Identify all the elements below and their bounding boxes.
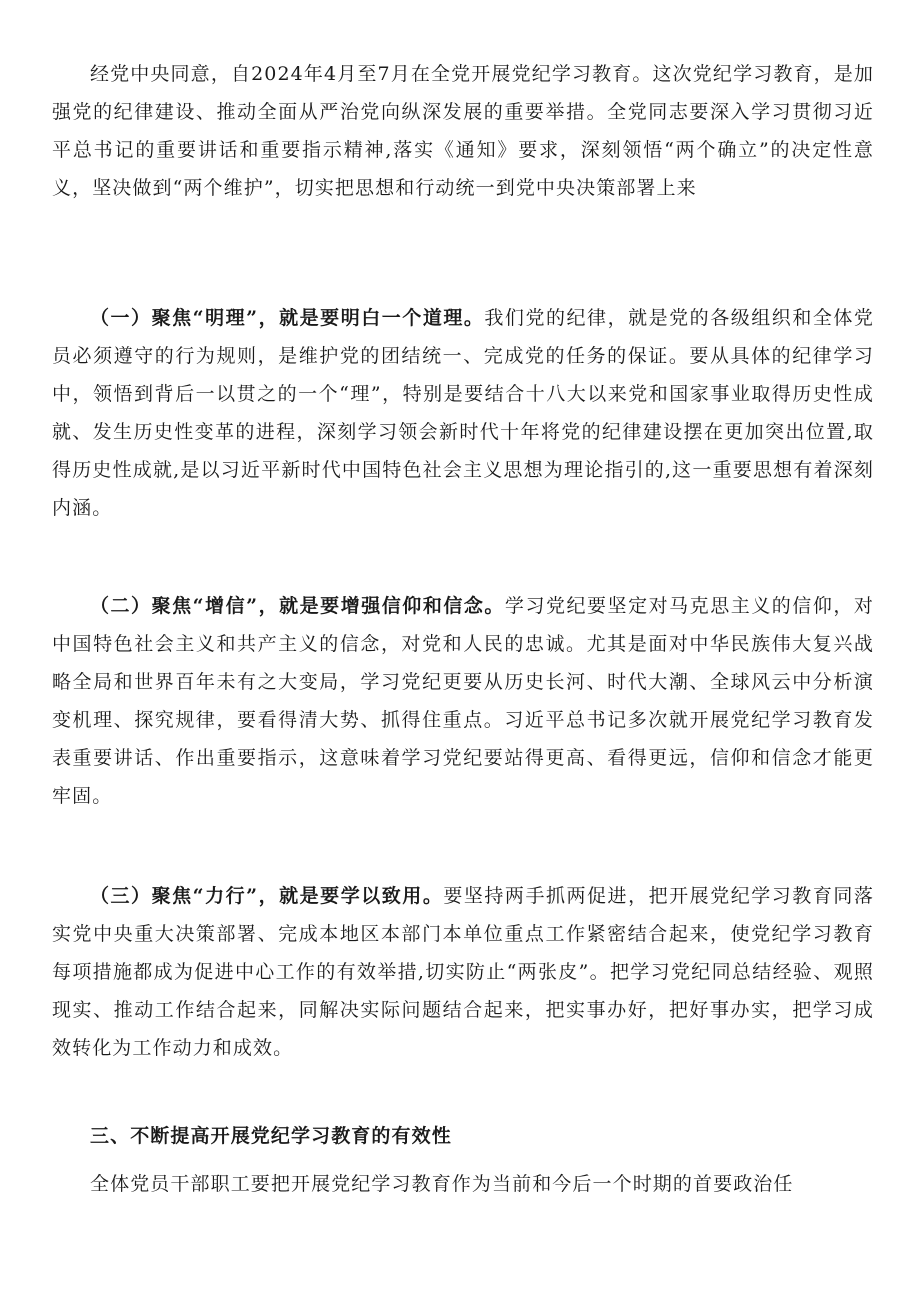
section-2-body: 学习党纪要坚定对马克思主义的信仰，对中国特色社会主义和共产主义的信念，对党和人民的忠诚。尤其是面对中华民族伟大复兴战略全局和世界百年未有之大变局，学习党纪更要从历史长河、时代大潮、全球风云中分析演变机理、探究规律，要看得清大势、抓得住重点。习近平总书记多次就开展党纪学习教育发表重要讲话、作出重要指示，这意味着学习党纪要站得更高、看得更远，信仰和信念才能更牢固。 bbox=[52, 595, 874, 807]
section-1-paragraph bbox=[52, 299, 874, 527]
section-1-lead: （一）聚焦“明理”，就是要明白一个道理。 bbox=[90, 307, 485, 329]
section-2-lead: （二）聚焦“增信”，就是要增强信仰和信念。 bbox=[90, 595, 505, 617]
section-1-body: 我们党的纪律，就是党的各级组织和全体党员必须遵守的行为规则，是维护党的团结统一、完成党的任务的保证。要从具体的纪律学习中，领悟到背后一以贯之的一个“理”，特别是要结合十八大以来党和国家事业取得历史性成就、发生历史性变革的进程，深刻学习领会新时代十年将党的纪律建设摆在更加突出位置,取得历史性成就,是以习近平新时代中国特色社会主义思想为理论指引的,这一重要思想有着深刻内涵。 bbox=[52, 307, 874, 519]
section-2-paragraph bbox=[52, 587, 874, 815]
section-3-body: 要坚持两手抓两促进，把开展党纪学习教育同落实党中央重大决策部署、完成本地区本部门本单位重点工作紧密结合起来，使党纪学习教育每项措施都成为促进中心工作的有效举措,切实防止“两张皮”。把学习党纪同总结经验、观照现实、推动工作结合起来，同解决实际问题结合起来，把实事办好，把好事办实，把学习成效转化为工作动力和成效。 bbox=[52, 885, 874, 1059]
intro-paragraph: 经党中央同意，自2024年4月至7月在全党开展党纪学习教育。这次党纪学习教育，是加强党的纪律建设、推动全面从严治党向纵深发展的重要举措。全党同志要深入学习贯彻习近平总书记的重要讲话和重要指示精神,落实《通知》要求，深刻领悟“两个确立”的决定性意义，坚决做到“两个维护”，切实把思想和行动统一到党中央决策部署上来 bbox=[52, 63, 874, 199]
section-3-paragraph bbox=[52, 877, 874, 1067]
section-heading-3: 三、不断提高开展党纪学习教育的有效性 bbox=[90, 1125, 452, 1147]
closing-paragraph: 全体党员干部职工要把开展党纪学习教育作为当前和今后一个时期的首要政治任 bbox=[90, 1173, 794, 1195]
section-3-lead: （三）聚焦“力行”，就是要学以致用。 bbox=[90, 885, 444, 907]
